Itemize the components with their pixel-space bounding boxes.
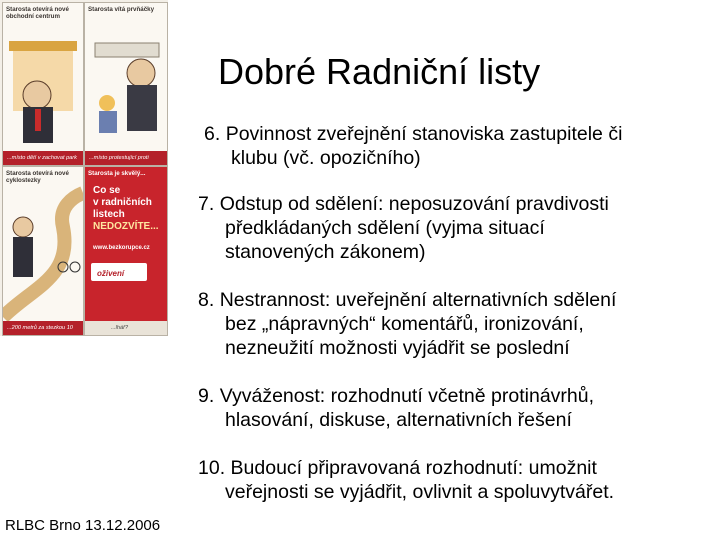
poster-footer: ...lhář? bbox=[85, 321, 167, 335]
poster-campaign-text bbox=[93, 185, 159, 233]
poster-caption: Starosta je skvělý... bbox=[88, 170, 146, 177]
item-number: 9. bbox=[198, 385, 215, 407]
logo-text: oživení bbox=[97, 269, 125, 278]
slide-footer: RLBC Brno 13.12.2006 bbox=[5, 517, 161, 534]
item-text: Odstup od sdělení: neposuzování pravdivosti bbox=[219, 193, 609, 215]
poster-footer: ...místo dětí v zachovat park bbox=[3, 151, 83, 165]
mayor-cartoon-illustration bbox=[3, 3, 83, 165]
poster-panel-mayor-cycle-path bbox=[2, 166, 84, 336]
list-item bbox=[198, 192, 609, 264]
cycle-path-cartoon-illustration bbox=[3, 167, 83, 335]
list-item bbox=[204, 122, 622, 170]
item-number: 10. bbox=[198, 457, 226, 479]
poster-panel-campaign bbox=[84, 166, 168, 336]
item-text: Budoucí připravovaná rozhodnutí: umožnit bbox=[230, 457, 597, 479]
item-text-continued: veřejnosti se vyjádřit, ovlivnit a spoluvytvářet. bbox=[225, 481, 615, 503]
item-number: 6. bbox=[204, 123, 221, 145]
poster-line: NEDOZVÍTE... bbox=[93, 221, 159, 232]
list-item bbox=[198, 456, 614, 504]
poster-footer: ...místo protestující proti bbox=[85, 151, 167, 165]
item-text-continued: předkládaných sdělení (vyjma situací bbox=[225, 217, 545, 239]
pupils-cartoon-illustration bbox=[85, 3, 167, 165]
poster-line: Co se bbox=[93, 185, 121, 196]
poster-caption: Starosta vítá prvňáčky bbox=[88, 6, 155, 13]
ozivení-logo bbox=[91, 263, 147, 281]
poster-caption: Starosta otevírá nové cyklostezky bbox=[6, 170, 69, 184]
item-text-continued: klubu (vč. opozičního) bbox=[231, 147, 421, 169]
list-item bbox=[198, 288, 616, 360]
list-item bbox=[198, 384, 594, 432]
poster-panel-mayor-shopping-center bbox=[2, 2, 84, 166]
poster-panel-mayor-pupils bbox=[84, 2, 168, 166]
poster-footer: ...200 metrů za stezkou 10 bbox=[3, 321, 83, 335]
item-text: Nestrannost: uveřejnění alternativních sdělení bbox=[219, 289, 617, 311]
item-text-continued: bez „nápravných“ komentářů, ironizování, bbox=[225, 313, 584, 335]
item-number: 7. bbox=[198, 193, 215, 215]
poster-line: v radničních bbox=[93, 197, 152, 208]
item-number: 8. bbox=[198, 289, 215, 311]
poster-image bbox=[0, 0, 168, 336]
item-text-continued: hlasování, diskuse, alternativních řešení bbox=[225, 409, 572, 431]
item-text-continued: stanovených zákonem) bbox=[225, 241, 426, 263]
item-text: Vyváženost: rozhodnutí včetně protinávrhů, bbox=[219, 385, 595, 407]
poster-caption: Starosta otevírá nové obchodní centrum bbox=[6, 6, 69, 20]
slide-title: Dobré Radniční listy bbox=[218, 51, 541, 92]
item-text: Povinnost zveřejnění stanoviska zastupitele či bbox=[225, 123, 623, 145]
poster-line: listech bbox=[93, 209, 125, 220]
poster-url: www.bezkorupce.cz bbox=[93, 245, 150, 251]
item-text-continued: nezneužití možnosti vyjádřit se poslední bbox=[225, 337, 570, 359]
